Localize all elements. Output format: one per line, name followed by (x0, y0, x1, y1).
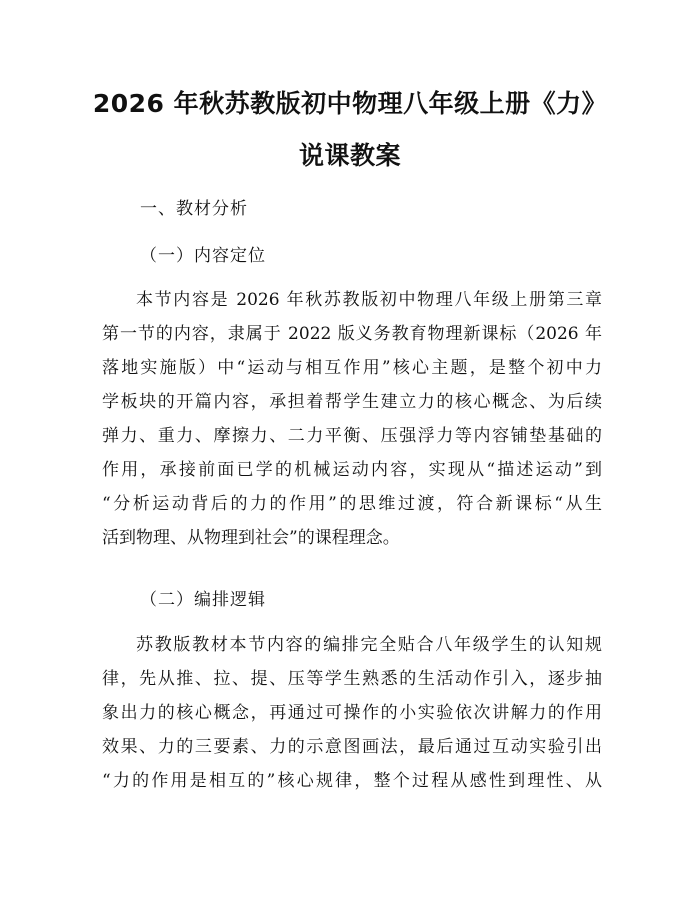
paragraph-line: “力的作用是相互的”核心规律，整个过程从感性到理性、从 (102, 771, 602, 791)
section-heading-textbook-analysis: 一、教材分析 (140, 199, 248, 219)
paragraph-line: 弹力、重力、摩擦力、二力平衡、压强浮力等内容铺垫基础的 (102, 426, 602, 446)
paragraph-line: 活到物理、从物理到社会”的课程理念。 (102, 528, 400, 548)
paragraph-line: “分析运动背后的力的作用”的思维过渡，符合新课标“从生 (102, 494, 602, 514)
paragraph-content-positioning (102, 283, 602, 555)
paragraph-line: 落地实施版）中“运动与相互作用”核心主题，是整个初中力 (102, 358, 602, 378)
paragraph-line: 第一节的内容，隶属于 2022 版义务教育物理新课标（2026 年 (102, 324, 602, 344)
paragraph-line: 学板块的开篇内容，承担着帮学生建立力的核心概念、为后续 (102, 392, 602, 412)
paragraph-line: 本节内容是 2026 年秋苏教版初中物理八年级上册第三章 (136, 290, 602, 310)
subsection-heading-content-positioning: （一）内容定位 (140, 246, 266, 266)
document-subtitle: 说课教案 (298, 141, 401, 170)
document-title: 2026 年秋苏教版初中物理八年级上册《力》 (92, 89, 608, 118)
paragraph-arrangement-logic (102, 628, 602, 798)
paragraph-line: 象出力的核心概念，再通过可操作的小实验依次讲解力的作用 (102, 703, 602, 723)
paragraph-line: 作用，承接前面已学的机械运动内容，实现从“描述运动”到 (102, 460, 602, 480)
paragraph-line: 律，先从推、拉、提、压等学生熟悉的生活动作引入，逐步抽 (102, 669, 602, 689)
paragraph-line: 苏教版教材本节内容的编排完全贴合八年级学生的认知规 (136, 635, 602, 655)
subsection-heading-arrangement-logic: （二）编排逻辑 (140, 590, 266, 610)
paragraph-line: 效果、力的三要素、力的示意图画法，最后通过互动实验引出 (102, 737, 602, 757)
